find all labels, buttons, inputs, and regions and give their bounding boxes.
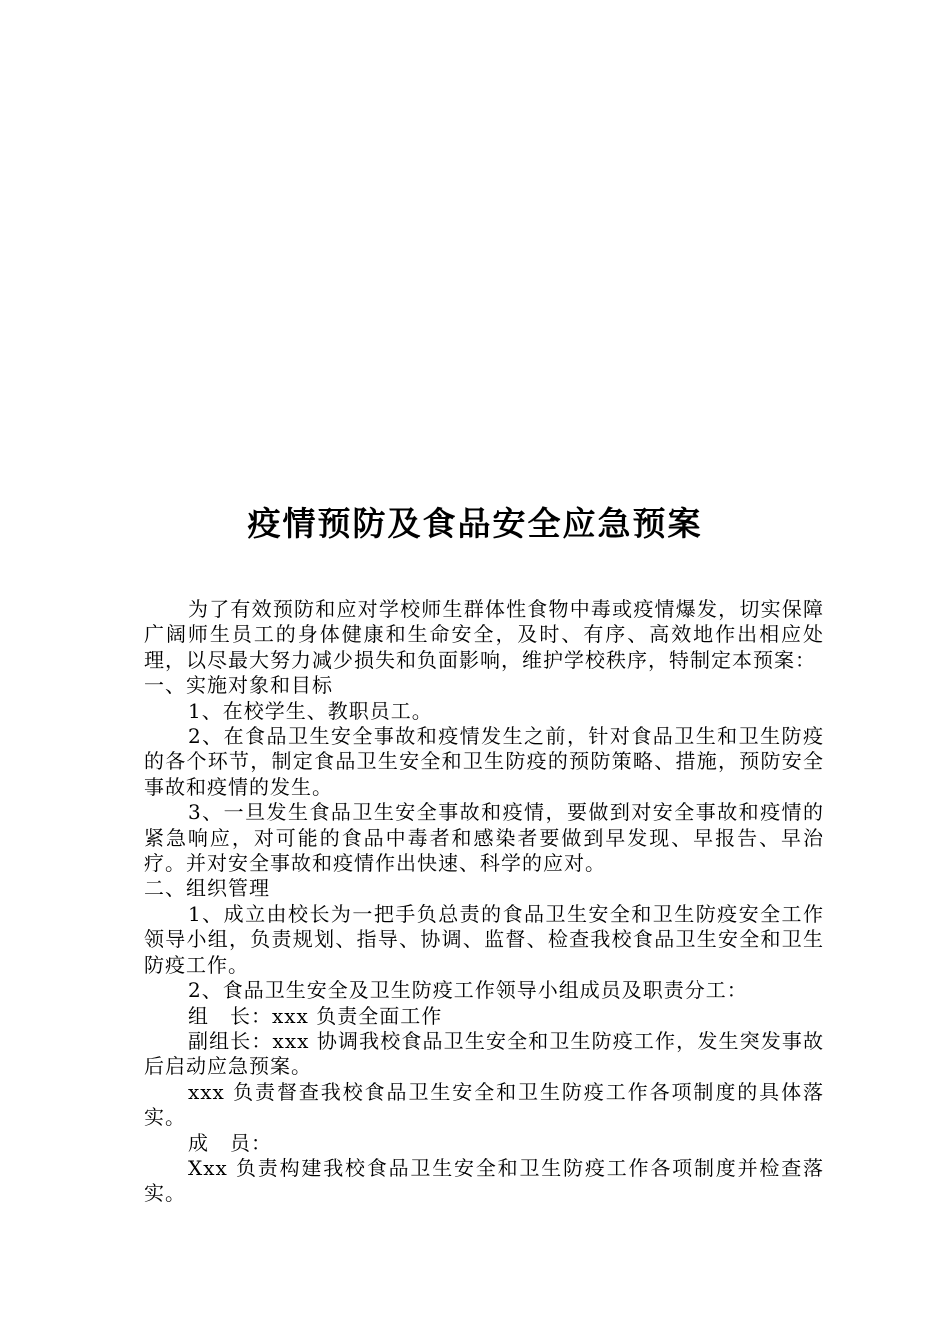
paragraph-item: 2、食品卫生安全及卫生防疫工作领导小组成员及职责分工： xyxy=(188,978,748,1003)
paragraph-intro: 为了有效预防和应对学校师生群体性食物中毒或疫情爆发，切实保障广阔师生员工的身体健康和生命安全，及时、有序、高效地作出相应处理，以尽最大努力减少损失和负面影响，维护学校秩序，特制定本预案： xyxy=(144,597,824,672)
paragraph-item: 1、在校学生、教职员工。 xyxy=(188,698,433,723)
paragraph-item: 2、在食品卫生安全事故和疫情发生之前，针对食品卫生和卫生防疫的各个环节，制定食品卫生安全和卫生防疫的预防策略、措施，预防安全事故和疫情的发生。 xyxy=(144,724,824,799)
paragraph-item: 3、一旦发生食品卫生安全事故和疫情，要做到对安全事故和疫情的紧急响应，对可能的食品中毒者和感染者要做到早发现、早报告、早治疗。并对安全事故和疫情作出快速、科学的应对。 xyxy=(144,800,824,876)
paragraph-item: 成 员： xyxy=(188,1130,272,1155)
section-heading-2: 二、组织管理 xyxy=(144,876,270,901)
paragraph-item: 1、成立由校长为一把手负总责的食品卫生安全和卫生防疫安全工作领导小组，负责规划、指导、协调、监督、检查我校食品卫生安全和卫生防疫工作。 xyxy=(144,901,824,977)
paragraph-item: xxx 负责督查我校食品卫生安全和卫生防疫工作各项制度的具体落实。 xyxy=(144,1079,824,1130)
paragraph-item: Xxx 负责构建我校食品卫生安全和卫生防疫工作各项制度并检查落实。 xyxy=(144,1155,824,1206)
paragraph-item: 副组长：xxx 协调我校食品卫生安全和卫生防疫工作，发生突发事故后启动应急预案。 xyxy=(144,1028,824,1079)
document-title: 疫情预防及食品安全应急预案 xyxy=(247,504,703,543)
paragraph-item: 组 长：xxx 负责全面工作 xyxy=(188,1003,443,1028)
document-body xyxy=(144,597,824,1207)
section-heading-1: 一、实施对象和目标 xyxy=(144,673,333,698)
